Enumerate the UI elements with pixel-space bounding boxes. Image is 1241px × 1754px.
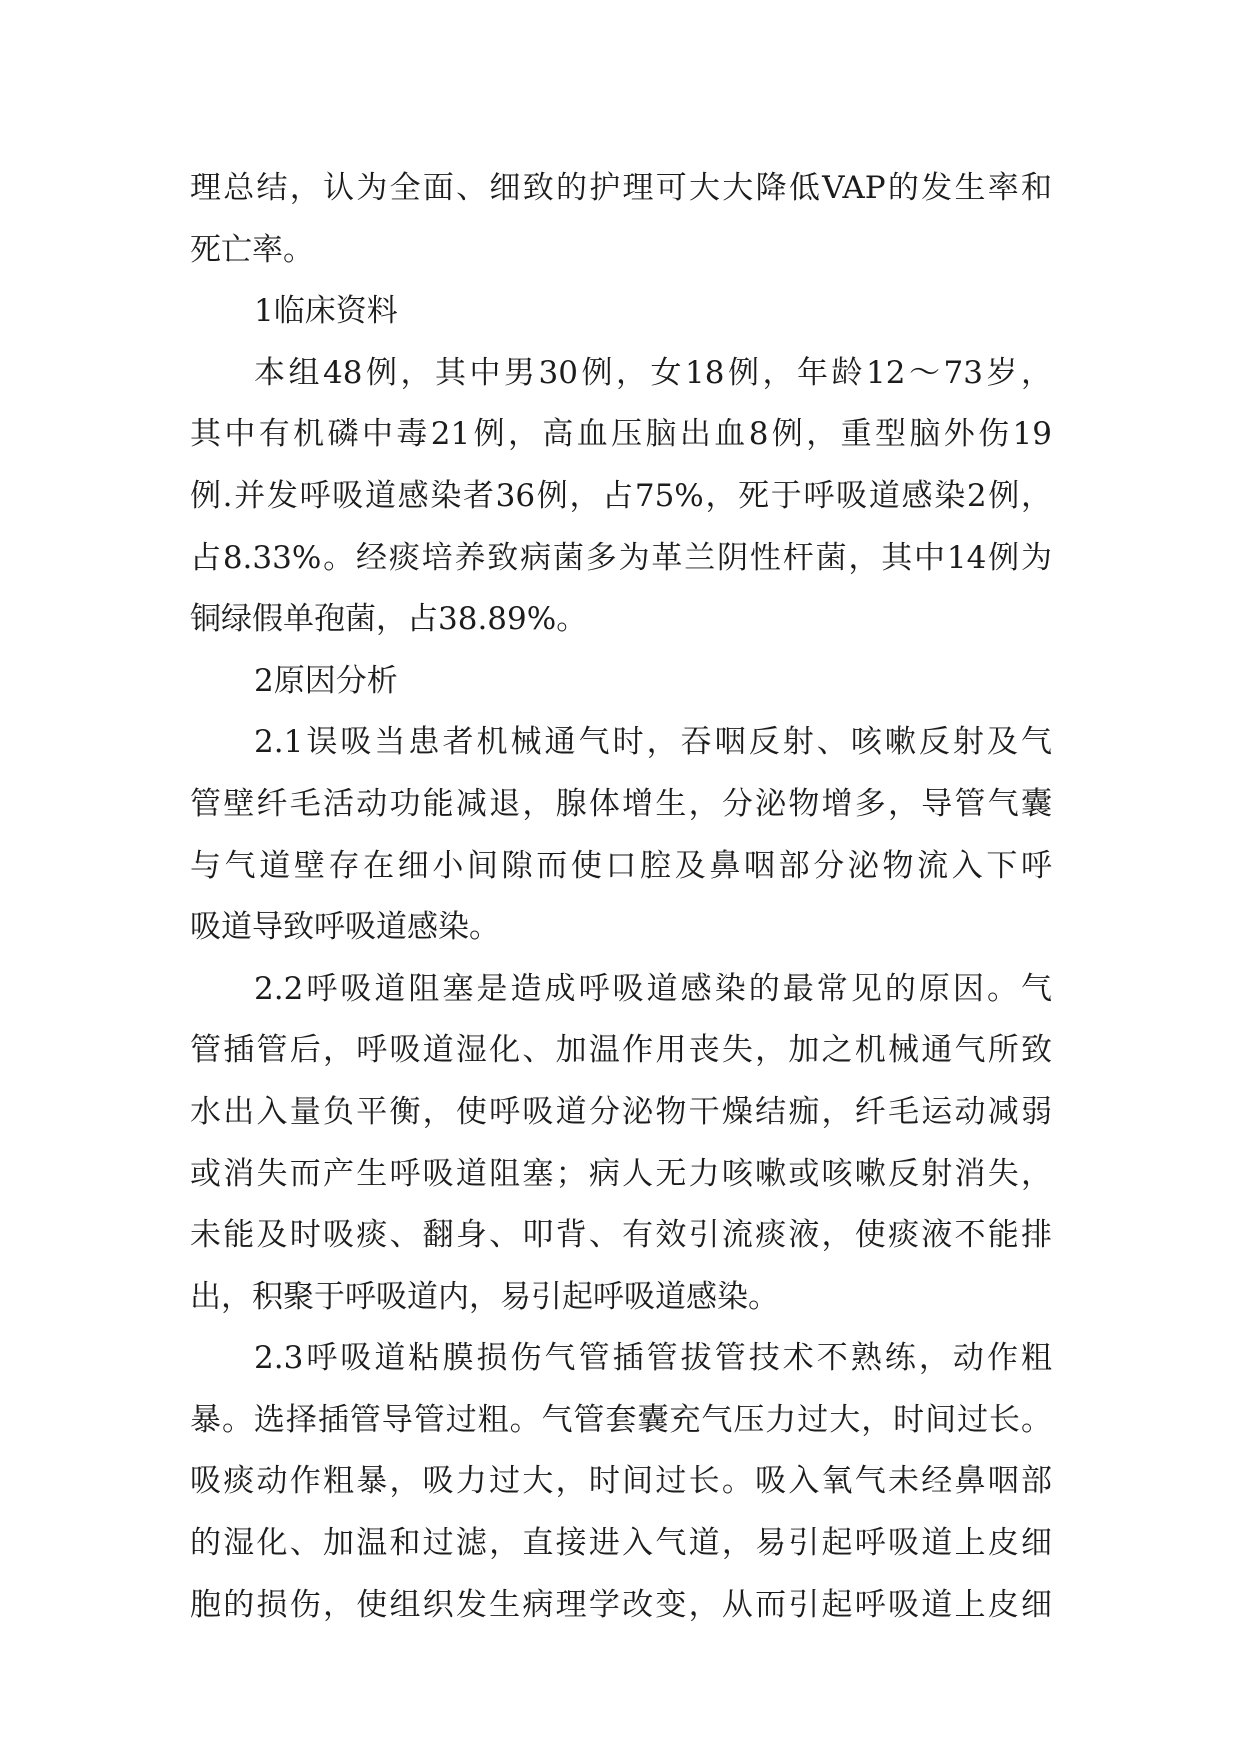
text-line: 的湿化、加温和过滤，直接进入气道，易引起呼吸道上皮细 [190,1525,1052,1562]
text-line: 占8.33%。经痰培养致病菌多为革兰阴性杆菌，其中14例为 [190,539,1052,576]
text-line: 吸道导致呼吸道感染。 [190,909,500,946]
text-line: 本组48例，其中男30例，女18例，年龄12～73岁， [254,354,1052,391]
section-heading: 2原因分析 [254,662,398,699]
text-line: 例.并发呼吸道感染者36例，占75%，死于呼吸道感染2例， [190,477,1052,514]
text-line: 胞的损伤，使组织发生病理学改变，从而引起呼吸道上皮细 [190,1586,1052,1623]
text-line: 死亡率。 [190,231,314,268]
section-heading: 1临床资料 [254,293,398,330]
text-line: 管壁纤毛活动功能减退，腺体增生，分泌物增多，导管气囊 [190,785,1052,822]
text-line: 铜绿假单孢菌，占38.89%。 [190,601,588,638]
text-line: 2.3呼吸道粘膜损伤气管插管拔管技术不熟练，动作粗 [254,1340,1052,1377]
text-line: 2.1误吸当患者机械通气时，吞咽反射、咳嗽反射及气 [254,724,1052,761]
text-line: 未能及时吸痰、翻身、叩背、有效引流痰液，使痰液不能排 [190,1217,1052,1254]
text-line: 2.2呼吸道阻塞是造成呼吸道感染的最常见的原因。气 [254,970,1052,1007]
text-line: 与气道壁存在细小间隙而使口腔及鼻咽部分泌物流入下呼 [190,847,1052,884]
text-line: 理总结，认为全面、细致的护理可大大降低VAP的发生率和 [190,170,1052,206]
text-line: 暴。选择插管导管过粗。气管套囊充气压力过大，时间过长。 [190,1401,1052,1438]
text-line: 水出入量负平衡，使呼吸道分泌物干燥结痂，纤毛运动减弱 [190,1093,1052,1130]
text-line: 出，积聚于呼吸道内，易引起呼吸道感染。 [190,1278,779,1315]
body-text [190,158,1052,1636]
text-line: 管插管后，呼吸道湿化、加温作用丧失，加之机械通气所致 [190,1032,1052,1069]
text-line: 或消失而产生呼吸道阻塞；病人无力咳嗽或咳嗽反射消失， [190,1155,1052,1192]
text-line: 吸痰动作粗暴，吸力过大，时间过长。吸入氧气未经鼻咽部 [190,1463,1052,1500]
text-line: 其中有机磷中毒21例，高血压脑出血8例，重型脑外伤19 [190,416,1052,453]
